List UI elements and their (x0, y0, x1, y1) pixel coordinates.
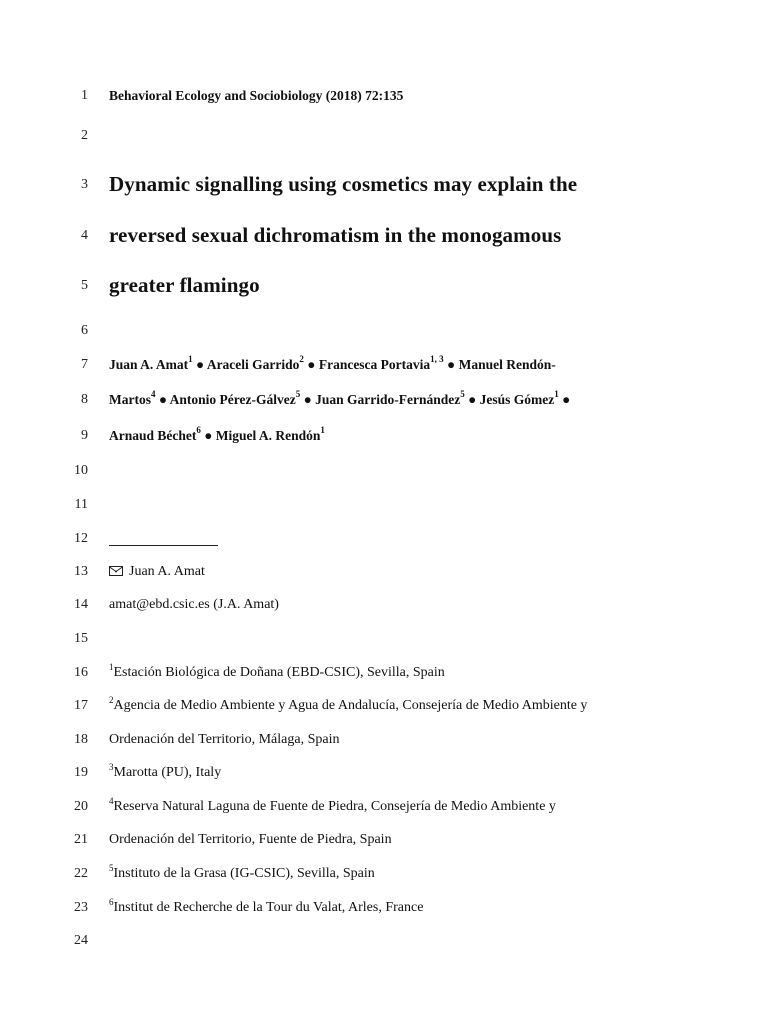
affiliation-6 (109, 897, 424, 916)
affiliation-3 (109, 762, 222, 781)
line-number: 21 (74, 832, 88, 847)
affiliation-sup: 3 (109, 762, 114, 772)
affiliation-5 (109, 863, 375, 882)
line-number: 22 (74, 866, 88, 881)
author-line-1 (109, 354, 556, 373)
author-line-3 (109, 425, 325, 444)
line-number: 23 (74, 900, 88, 915)
affiliation-sup: 1 (188, 354, 193, 364)
affiliation-sup: 5 (295, 389, 301, 399)
line-number: 18 (74, 732, 88, 747)
author-name: ● Araceli Garrido (192, 357, 300, 372)
footnote-rule (109, 545, 218, 546)
line-number: 19 (74, 765, 88, 780)
line-number: 3 (81, 177, 88, 192)
corresponding-name: Juan A. Amat (129, 564, 205, 579)
author-name: ● Francesca Portavia (303, 357, 431, 372)
affiliation-text: Reserva Natural Laguna de Fuente de Piedra, Consejería de Medio Ambiente y (113, 799, 556, 814)
affiliation-sup: 1 (320, 425, 325, 435)
affiliation-sup: 5 (460, 389, 465, 399)
affiliation-sup: 2 (299, 354, 304, 364)
affiliation-sup: 6 (109, 897, 114, 907)
journal-citation: Behavioral Ecology and Sociobiology (2018) 72:135 (109, 88, 404, 103)
author-name: ● Juan Garrido-Fernández (300, 392, 461, 407)
affiliation-text: Marotta (PU), Italy (113, 765, 222, 780)
affiliation-sup: 1, 3 (430, 354, 444, 364)
affiliation-sup: 4 (109, 796, 114, 806)
line-number: 10 (74, 463, 88, 478)
affiliation-sup: 4 (150, 389, 156, 399)
affiliation-1 (109, 662, 445, 681)
affiliation-4-cont: Ordenación del Territorio, Fuente de Piedra, Spain (109, 832, 392, 847)
corresponding-email: amat@ebd.csic.es (J.A. Amat) (109, 597, 279, 612)
line-number: 8 (81, 392, 88, 407)
line-number: 20 (74, 799, 88, 814)
author-line-2 (109, 389, 571, 408)
corresponding-author (109, 564, 205, 580)
line-number: 24 (74, 933, 88, 948)
line-number: 9 (81, 428, 88, 443)
author-name: Juan A. Amat (109, 357, 189, 372)
author-name: Arnaud Béchet (109, 428, 197, 443)
affiliation-4 (109, 796, 556, 815)
affiliation-sup: 6 (196, 425, 201, 435)
affiliation-text: Instituto de la Grasa (IG-CSIC), Sevilla, Spain (113, 866, 375, 881)
line-number: 5 (81, 278, 88, 293)
author-name: Martos (109, 392, 151, 407)
affiliation-sup: 1 (554, 389, 559, 399)
title-line-3: greater flamingo (109, 273, 260, 297)
line-number: 15 (74, 631, 88, 646)
line-number: 2 (81, 128, 88, 143)
affiliation-2-cont: Ordenación del Territorio, Málaga, Spain (109, 732, 340, 747)
envelope-icon (109, 566, 123, 576)
line-number: 11 (74, 497, 88, 512)
affiliation-2 (109, 695, 588, 714)
affiliation-sup: 2 (109, 695, 114, 705)
author-name: ● Manuel Rendón- (443, 357, 556, 372)
line-number: 1 (81, 88, 88, 103)
title-line-1: Dynamic signalling using cosmetics may explain the (109, 172, 578, 196)
line-number: 6 (81, 323, 88, 338)
line-number: 14 (74, 597, 88, 612)
line-number: 12 (74, 531, 88, 546)
line-number: 4 (81, 228, 88, 243)
title-line-2: reversed sexual dichromatism in the monogamous (109, 223, 562, 247)
affiliation-text: Institut de Recherche de la Tour du Valat, Arles, France (113, 900, 424, 915)
affiliation-text: Estación Biológica de Doñana (EBD-CSIC), Sevilla, Spain (113, 665, 445, 680)
author-name: ● Antonio Pérez-Gálvez (155, 392, 296, 407)
line-number: 13 (74, 564, 88, 579)
author-name: ● Jesús Gómez (464, 392, 555, 407)
affiliation-sup: 1 (109, 662, 114, 672)
line-number: 16 (74, 665, 88, 680)
author-separator: ● (558, 392, 571, 407)
line-number: 17 (74, 698, 88, 713)
affiliation-text: Agencia de Medio Ambiente y Agua de Andalucía, Consejería de Medio Ambiente y (113, 698, 588, 713)
author-name: ● Miguel A. Rendón (200, 428, 321, 443)
line-number: 7 (81, 357, 88, 372)
affiliation-sup: 5 (109, 863, 114, 873)
